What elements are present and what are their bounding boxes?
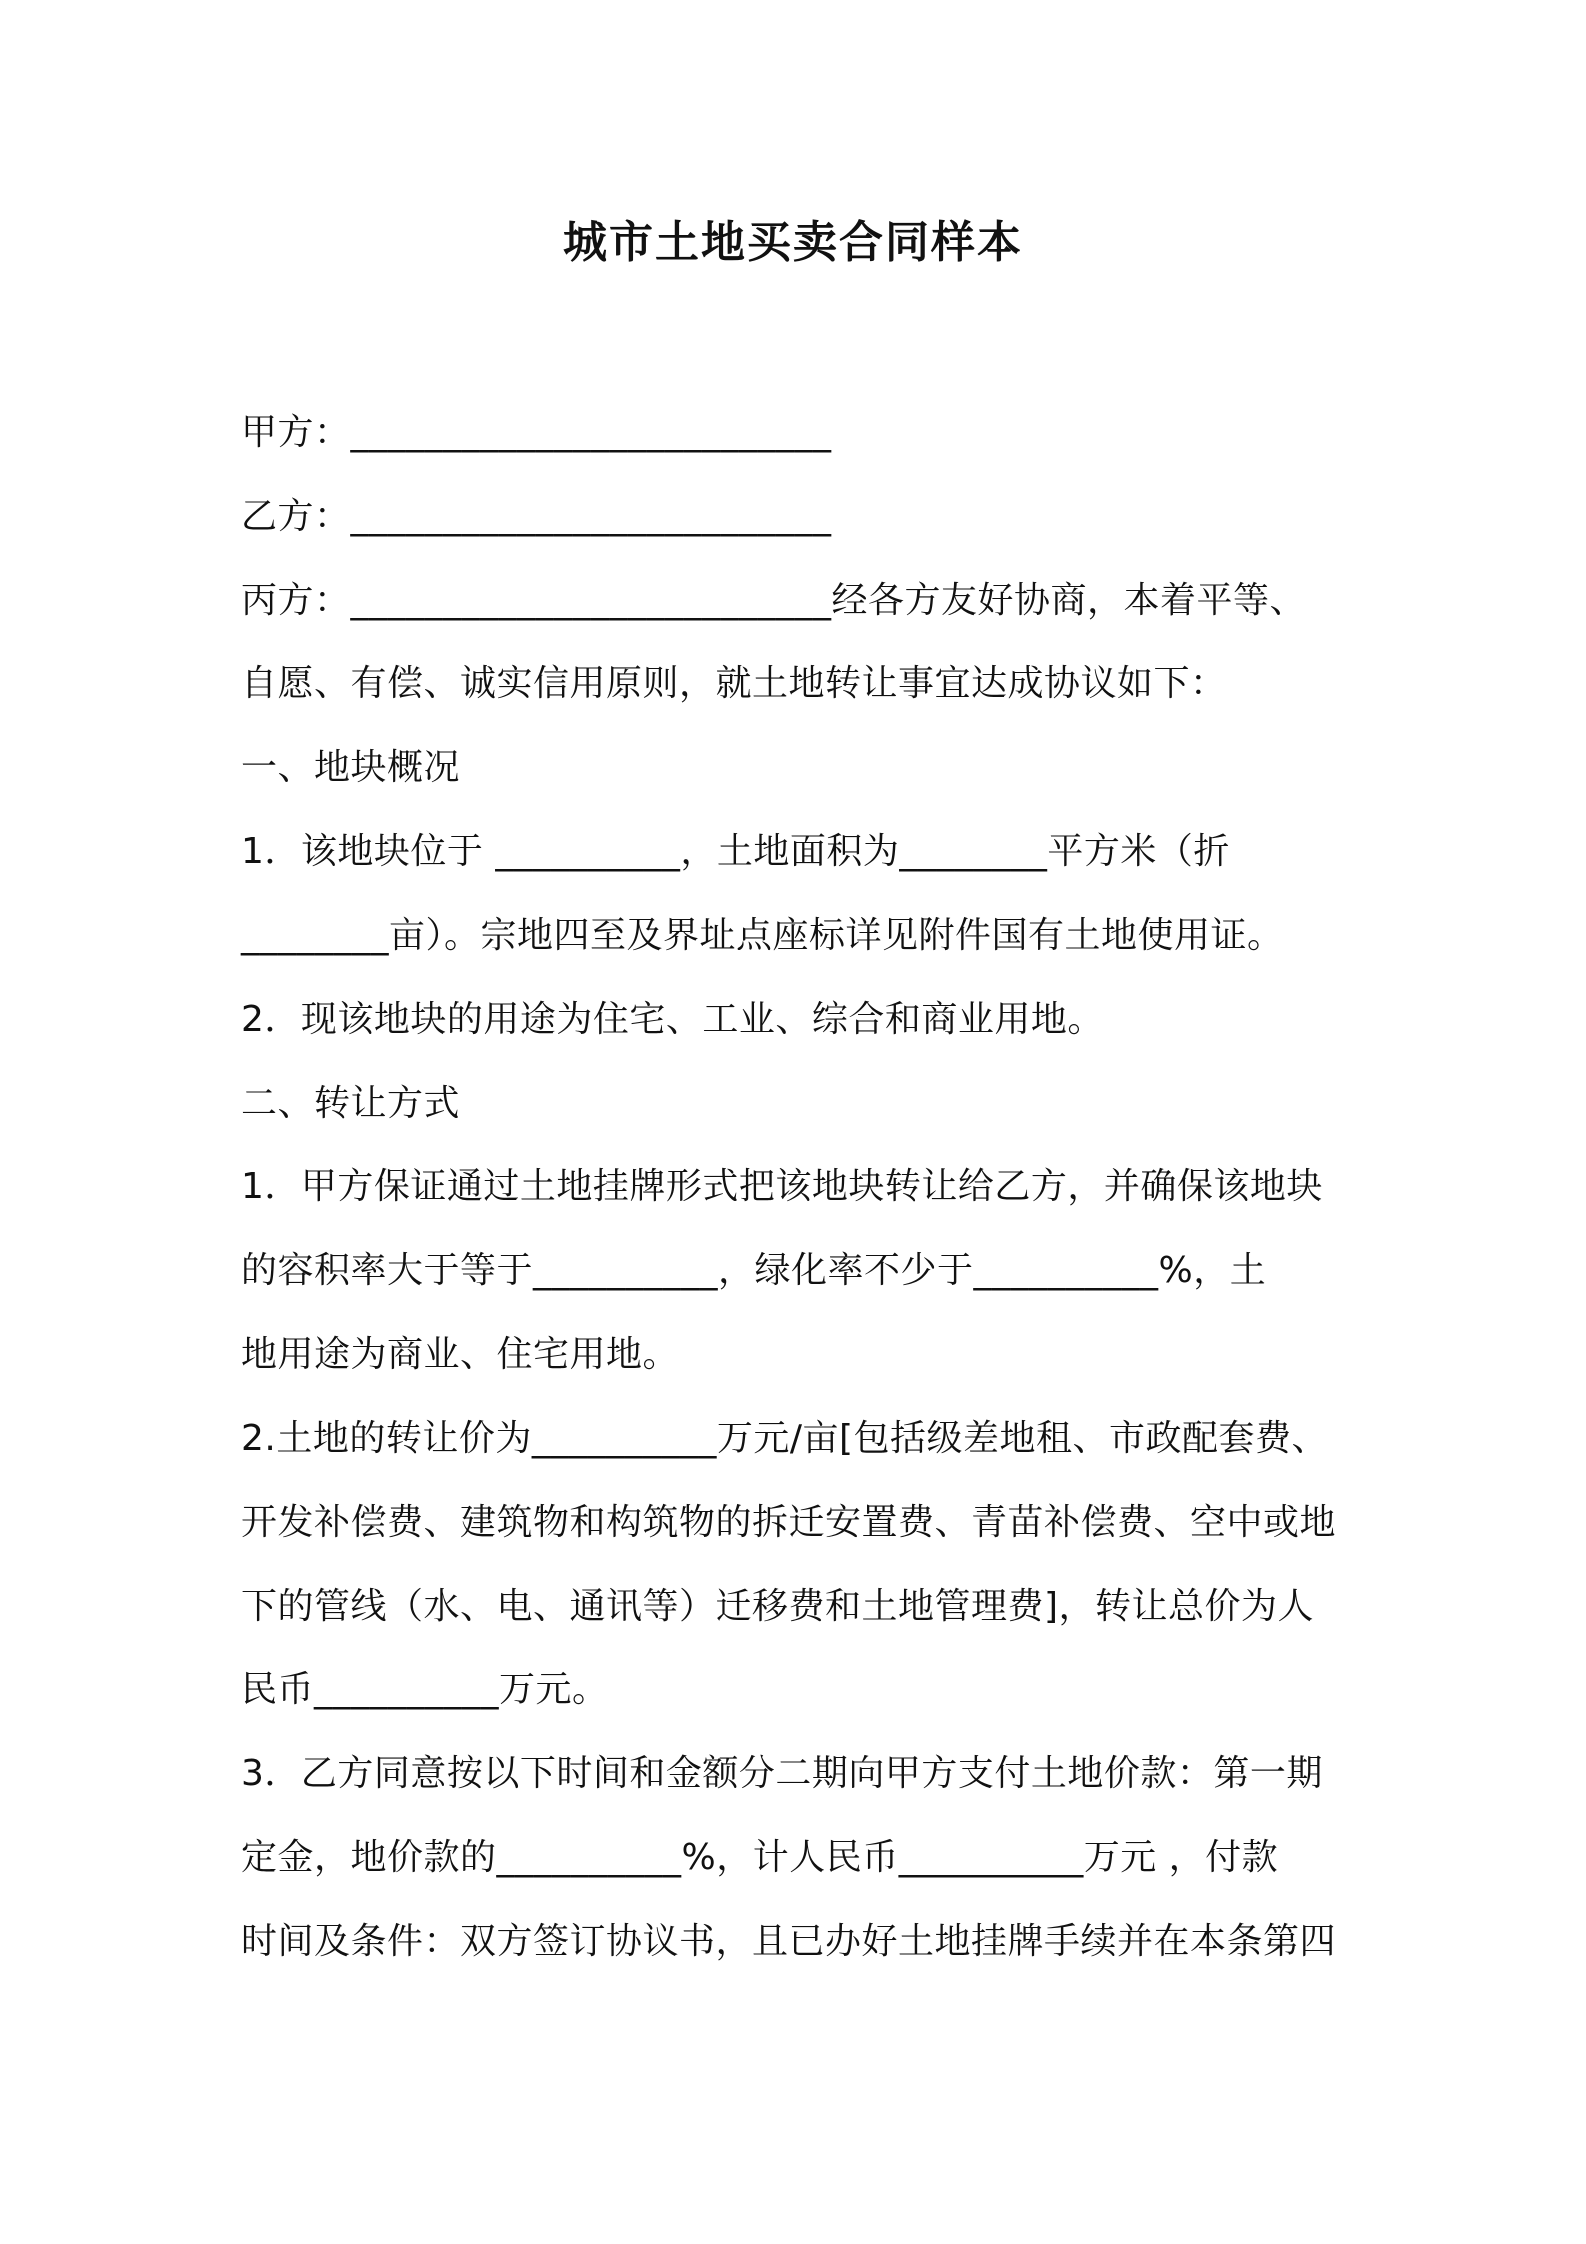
section-heading-2: 二、转让方式 (241, 1083, 461, 1124)
party-a-line: 甲方：__________________________ (241, 412, 832, 453)
document-title: 城市土地买卖合同样本 (563, 217, 1023, 268)
paragraph-line: 定金，地价款的__________%，计人民币__________万元 ，付款 (241, 1837, 1279, 1878)
paragraph-line: 自愿、有偿、诚实信用原则，就土地转让事宜达成协议如下： (241, 663, 1227, 704)
paragraph-line: ________亩）。宗地四至及界址点座标详见附件国有土地使用证。 (241, 915, 1284, 956)
paragraph-line: 下的管线（水、电、通讯等）迁移费和土地管理费]，转让总价为人 (241, 1586, 1315, 1627)
paragraph-line: 时间及条件：双方签订协议书，且已办好土地挂牌手续并在本条第四 (241, 1921, 1337, 1962)
section-heading-1: 一、地块概况 (241, 747, 461, 788)
paragraph-line: 2.土地的转让价为__________万元/亩[包括级差地租、市政配套费、 (241, 1418, 1329, 1459)
paragraph-line: 民币__________万元。 (241, 1669, 609, 1710)
paragraph-line: 2．现该地块的用途为住宅、工业、综合和商业用地。 (241, 999, 1104, 1040)
paragraph-line: 地用途为商业、住宅用地。 (241, 1334, 680, 1375)
paragraph-line: 1．该地块位于 __________，土地面积为________平方米（折 (241, 831, 1230, 872)
party-c-line: 丙方：__________________________经各方友好协商，本着平等、 (241, 580, 1307, 621)
paragraph-line: 开发补偿费、建筑物和构筑物的拆迁安置费、青苗补偿费、空中或地 (241, 1502, 1337, 1543)
party-b-line: 乙方：__________________________ (241, 496, 832, 537)
paragraph-line: 1．甲方保证通过土地挂牌形式把该地块转让给乙方，并确保该地块 (241, 1166, 1323, 1207)
paragraph-line: 的容积率大于等于__________，绿化率不少于__________%，土 (241, 1250, 1267, 1291)
paragraph-line: 3．乙方同意按以下时间和金额分二期向甲方支付土地价款：第一期 (241, 1753, 1323, 1794)
